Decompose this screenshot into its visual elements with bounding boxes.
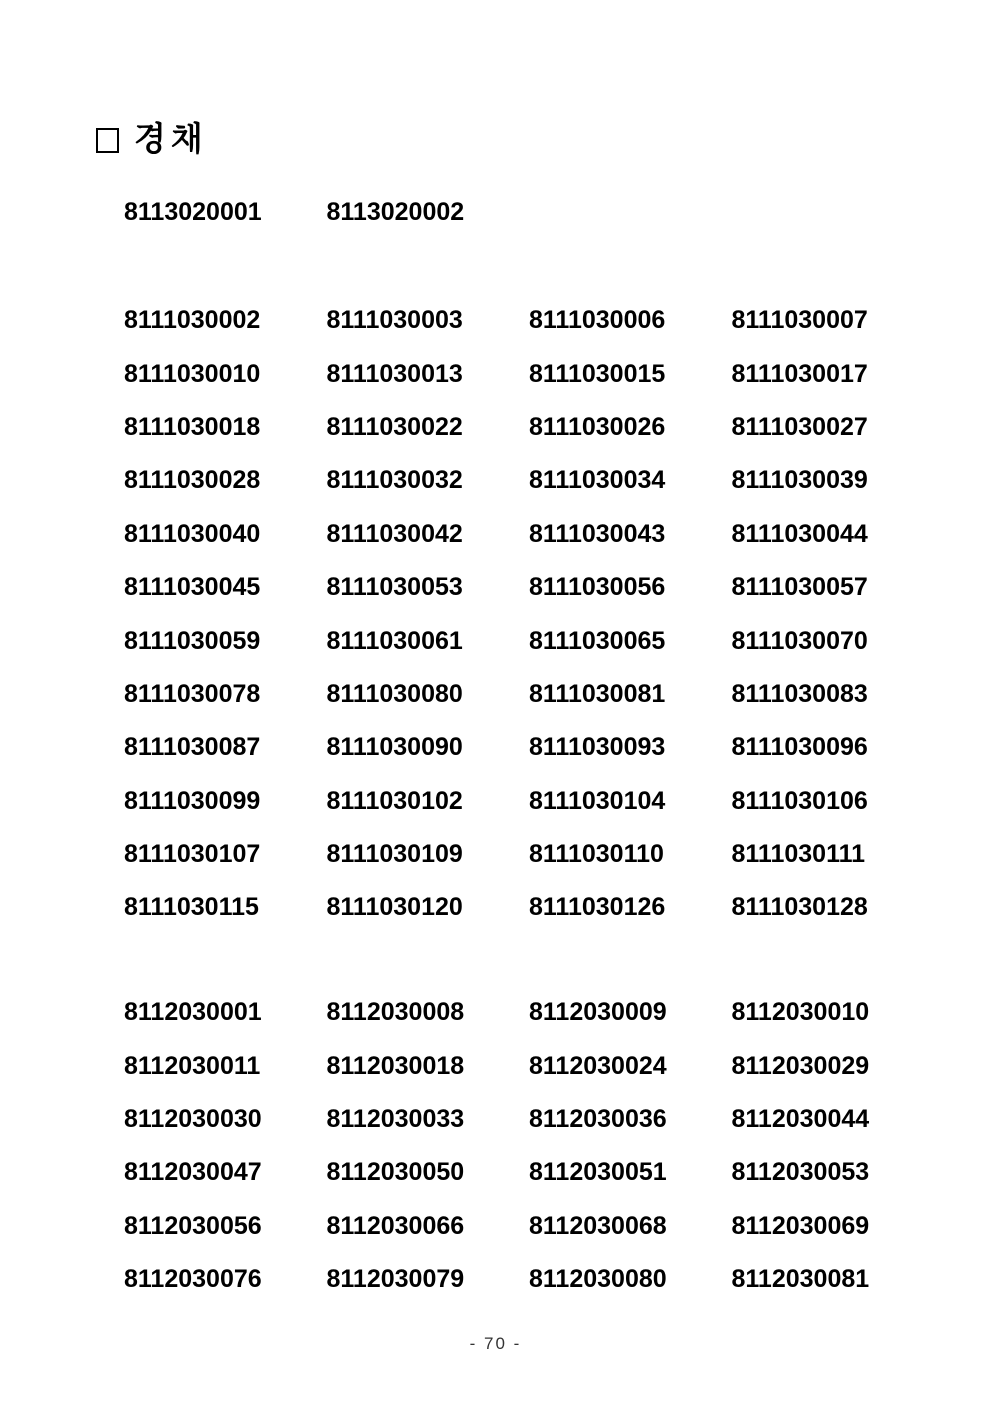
number-row <box>124 986 944 1039</box>
candidate-number: 8112030081 <box>731 1265 870 1294</box>
number-group-header-row <box>124 186 944 239</box>
candidate-number: 8111030022 <box>326 412 463 441</box>
candidate-number: 8112030030 <box>124 1104 262 1133</box>
number-row <box>124 401 944 454</box>
candidate-number: 8112030009 <box>529 998 667 1027</box>
candidate-number: 8113020002 <box>326 198 465 227</box>
number-row <box>124 1039 944 1092</box>
candidate-number: 8111030026 <box>529 412 666 441</box>
candidate-number: 8111030110 <box>529 840 664 869</box>
candidate-number: 8111030099 <box>124 786 261 815</box>
candidate-number: 8111030057 <box>731 573 868 602</box>
number-group-8111 <box>124 294 944 935</box>
number-row <box>124 186 944 239</box>
page-number: - 70 - <box>469 1334 522 1353</box>
candidate-number: 8111030081 <box>529 679 666 708</box>
candidate-number: 8112030018 <box>326 1051 465 1080</box>
candidate-number: 8112030066 <box>326 1211 465 1240</box>
candidate-number: 8111030007 <box>731 306 868 335</box>
candidate-number: 8111030096 <box>731 733 868 762</box>
candidate-number: 8113020001 <box>124 198 262 227</box>
candidate-number: 8111030109 <box>326 840 463 869</box>
candidate-number: 8112030076 <box>124 1265 262 1294</box>
candidate-number: 8111030090 <box>326 733 463 762</box>
number-row <box>124 881 944 934</box>
candidate-number: 8112030047 <box>124 1158 262 1187</box>
candidate-number: 8111030126 <box>529 893 666 922</box>
candidate-number: 8112030010 <box>731 998 870 1027</box>
candidate-number: 8111030002 <box>124 306 261 335</box>
candidate-number: 8112030079 <box>326 1265 465 1294</box>
candidate-number: 8111030040 <box>124 519 261 548</box>
candidate-number: 8111030120 <box>326 893 463 922</box>
candidate-number: 8111030087 <box>124 733 261 762</box>
candidate-number: 8111030115 <box>124 893 259 922</box>
candidate-number: 8111030059 <box>124 626 261 655</box>
candidate-number: 8111030032 <box>326 466 463 495</box>
candidate-number: 8112030053 <box>731 1158 870 1187</box>
candidate-number: 8112030001 <box>124 998 262 1027</box>
candidate-number: 8111030056 <box>529 573 666 602</box>
candidate-number: 8111030111 <box>731 840 866 869</box>
number-row <box>124 1093 944 1146</box>
candidate-number: 8112030051 <box>529 1158 667 1187</box>
candidate-number: 8112030024 <box>529 1051 667 1080</box>
section-header <box>96 124 208 157</box>
candidate-number: 8111030104 <box>529 786 666 815</box>
candidate-number: 8112030033 <box>326 1104 465 1133</box>
candidate-number: 8111030106 <box>731 786 868 815</box>
candidate-number: 8111030065 <box>529 626 666 655</box>
candidate-number: 8111030044 <box>731 519 868 548</box>
number-row <box>124 828 944 881</box>
number-row <box>124 614 944 667</box>
candidate-number: 8111030015 <box>529 359 666 388</box>
candidate-number: 8111030003 <box>326 306 463 335</box>
candidate-number: 8112030044 <box>731 1104 870 1133</box>
candidate-number: 8112030008 <box>326 998 465 1027</box>
number-row <box>124 1253 944 1306</box>
candidate-number: 8111030078 <box>124 679 261 708</box>
candidate-number: 8112030029 <box>731 1051 870 1080</box>
candidate-number: 8112030056 <box>124 1211 262 1240</box>
section-title: 경채 <box>134 122 208 158</box>
number-row <box>124 721 944 774</box>
checkbox-square-icon <box>96 128 119 153</box>
candidate-number: 8111030028 <box>124 466 261 495</box>
number-row <box>124 1200 944 1253</box>
candidate-number: 8112030069 <box>731 1211 870 1240</box>
candidate-number: 8111030027 <box>731 412 868 441</box>
candidate-number: 8112030068 <box>529 1211 667 1240</box>
candidate-number: 8112030050 <box>326 1158 465 1187</box>
candidate-number: 8111030093 <box>529 733 666 762</box>
number-row <box>124 561 944 614</box>
candidate-number: 8111030128 <box>731 893 868 922</box>
candidate-number: 8111030107 <box>124 840 261 869</box>
candidate-number: 8111030102 <box>326 786 463 815</box>
candidate-number: 8111030013 <box>326 359 463 388</box>
number-row <box>124 294 944 347</box>
number-row <box>124 347 944 400</box>
candidate-number: 8111030043 <box>529 519 666 548</box>
number-row <box>124 1146 944 1199</box>
candidate-number: 8111030061 <box>326 626 463 655</box>
number-row <box>124 668 944 721</box>
candidate-number: 8111030070 <box>731 626 868 655</box>
candidate-number: 8111030045 <box>124 573 261 602</box>
candidate-number: 8111030053 <box>326 573 463 602</box>
candidate-number: 8111030006 <box>529 306 666 335</box>
candidate-number: 8111030039 <box>731 466 868 495</box>
candidate-number: 8111030034 <box>529 466 666 495</box>
candidate-number: 8111030042 <box>326 519 463 548</box>
number-row <box>124 454 944 507</box>
candidate-number: 8111030080 <box>326 679 463 708</box>
candidate-number: 8112030036 <box>529 1104 667 1133</box>
candidate-number: 8112030080 <box>529 1265 667 1294</box>
candidate-number: 8111030017 <box>731 359 868 388</box>
candidate-number: 8111030083 <box>731 679 868 708</box>
number-row <box>124 775 944 828</box>
candidate-number: 8111030018 <box>124 412 261 441</box>
candidate-number: 8112030011 <box>124 1051 261 1080</box>
number-row <box>124 508 944 561</box>
number-group-8112 <box>124 986 944 1306</box>
candidate-number: 8111030010 <box>124 359 261 388</box>
